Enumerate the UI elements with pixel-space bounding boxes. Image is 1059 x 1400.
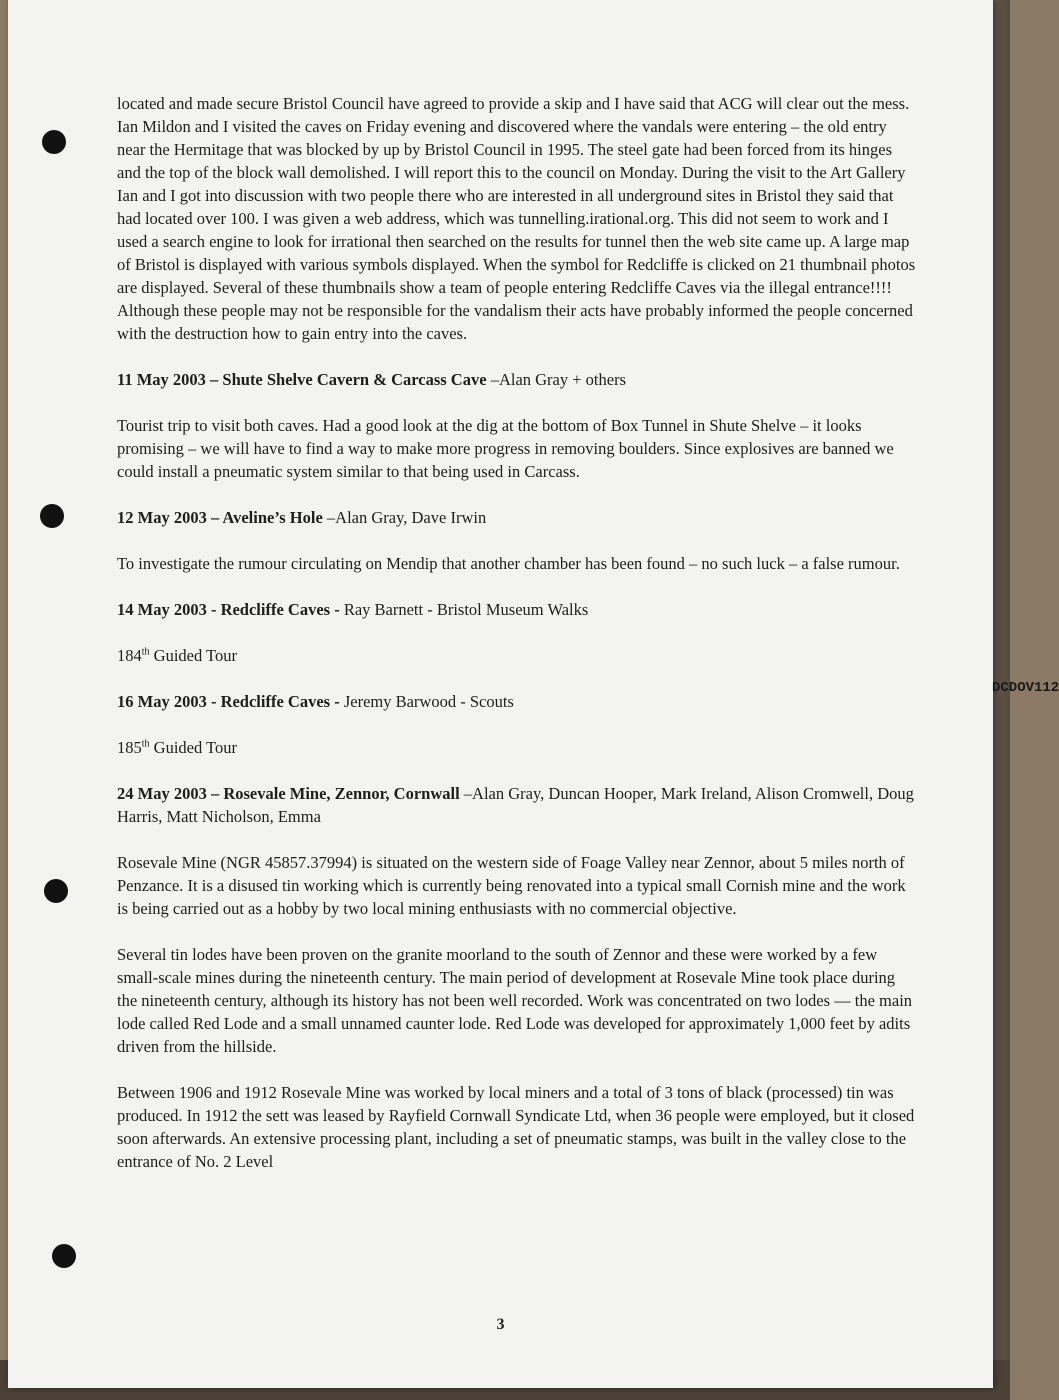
entry-body: Rosevale Mine (NGR 45857.37994) is situated on the western side of Foage Valley near Zennor, about 5 miles north of Penzance. It is a disused tin working which is currently being renovated into a typical small Cornish mine and the work is being carried out as a hobby by two local mining enthusiasts with no commercial objective. (117, 853, 906, 918)
entry-body: Between 1906 and 1912 Rosevale Mine was worked by local miners and a total of 3 tons of black (processed) tin was produced. In 1912 the sett was leased by Rayfield Cornwall Syndicate Ltd, when 36 people were employed, but it closed soon afterwards. An extensive processing plant, including a set of pneumatic stamps, was built in the valley close to the entrance of No. 2 Level (117, 1083, 915, 1171)
tour-ordinal: th (141, 738, 150, 750)
tour-label: Guided Tour (149, 646, 237, 665)
entry-people: Jeremy Barwood - Scouts (339, 692, 514, 711)
tour-ordinal: th (141, 646, 150, 658)
punch-hole (40, 504, 64, 528)
entry-heading (117, 506, 917, 529)
entry-heading (117, 368, 917, 391)
entry-body: Tourist trip to visit both caves. Had a good look at the dig at the bottom of Box Tunnel in Shute Shelve – it looks promising – we will have to find a way to make more progress in removing boulders. Since explosives are banned we could install a pneumatic system similar to that being used in Carcass. (117, 416, 894, 481)
punch-hole (52, 1244, 76, 1268)
edge-stamp: DCDOV112 (992, 680, 1059, 696)
entry-people: –Alan Gray, Duncan Hooper, Mark Ireland, Alison Cromwell, Doug Harris, Matt Nicholson, Emma (117, 784, 914, 826)
tour-number: 185 (117, 738, 142, 757)
document-page (8, 0, 993, 1388)
entry-heading (117, 598, 917, 621)
page-number: 3 (496, 1316, 505, 1333)
entry-body: Several tin lodes have been proven on the granite moorland to the south of Zennor and these were worked by a few small-scale mines during the nineteenth century. The main period of development at Rosevale Mine took place during the nineteenth century, although its history has not been well recorded. Work was concentrated on two lodes — the main lode called Red Lode and a small unnamed caunter lode. Red Lode was developed for approximately 1,000 feet by adits driven from the hillside. (117, 945, 913, 1056)
entry-people: –Alan Gray, Dave Irwin (322, 508, 487, 527)
entry-title: 11 May 2003 – Shute Shelve Cavern & Carcass Cave (117, 370, 487, 389)
entry-title: 14 May 2003 - Redcliffe Caves - (117, 600, 340, 619)
entry-heading (117, 690, 917, 713)
entry-title: 24 May 2003 – Rosevale Mine, Zennor, Cornwall (117, 784, 460, 803)
entry-heading (117, 782, 917, 828)
punch-hole (42, 130, 66, 154)
entry-people: Ray Barnett - Bristol Museum Walks (339, 600, 589, 619)
guided-tour-line (117, 736, 917, 759)
entry-title: 12 May 2003 – Aveline’s Hole (117, 508, 323, 527)
punch-hole (44, 879, 68, 903)
entry-people: –Alan Gray + others (486, 370, 626, 389)
tour-number: 184 (117, 646, 142, 665)
paragraph-continued: located and made secure Bristol Council have agreed to provide a skip and I have said that ACG will clear out the mess. Ian Mildon and I visited the caves on Friday evening and discovered where the vandals were entering – the old entry near the Hermitage that was blocked by up by Bristol Council in 1995. The steel gate had been forced from its hinges and the top of the block wall demolished. I will report this to the council on Monday. During the visit to the Art Gallery Ian and I got into discussion with two people there who are interested in all underground sites in Bristol they said that had located over 100. I was given a web address, which was tunnelling.irational.org. This did not seem to work and I used a search engine to look for irrational then searched on the results for tunnel then the web site came up. A large map of Bristol is displayed with various symbols displayed. When the symbol for Redcliffe is clicked on 21 thumbnail photos are displayed. Several of these thumbnails show a team of people entering Redcliffe Caves via the illegal entrance!!!! Although these people may not be responsible for the vandalism their acts have probably informed the people concerned with the destruction how to gain entry into the caves. (117, 94, 916, 343)
tour-label: Guided Tour (149, 738, 237, 757)
guided-tour-line (117, 644, 917, 667)
document-body (117, 92, 917, 1196)
entry-title: 16 May 2003 - Redcliffe Caves - (117, 692, 340, 711)
entry-body: To investigate the rumour circulating on Mendip that another chamber has been found – no such luck – a false rumour. (117, 554, 900, 573)
